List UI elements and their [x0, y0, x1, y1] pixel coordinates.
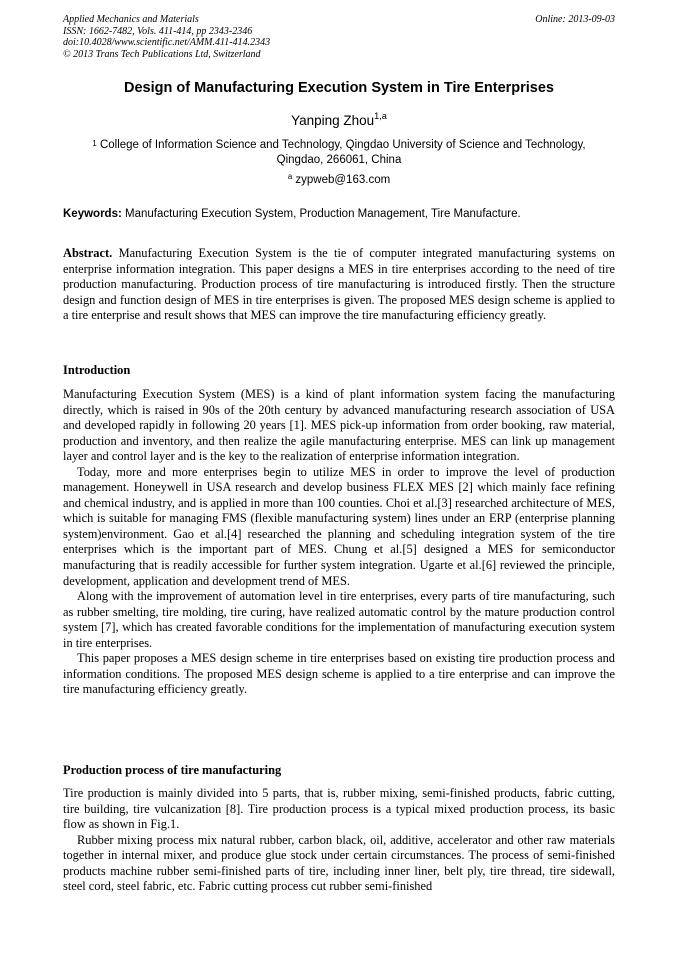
affiliation [63, 138, 615, 168]
keywords [63, 208, 615, 220]
online-date: Online: 2013-09-03 [535, 14, 615, 25]
author-superscript: 1,a [374, 110, 387, 121]
email-superscript: a [287, 172, 293, 182]
introduction-body [63, 387, 615, 698]
affiliation-line-2: Qingdao, 266061, China [276, 154, 402, 166]
journal-header [63, 14, 615, 60]
intro-paragraph-3: Along with the improvement of automation level in tire enterprises, every parts of tire manufacturing, such as rubber smelting, tire molding, tire curing, have realized automatic control by the mature production control system [7], which has created favorable conditions for the implementation of manufacturing execution system in tire enterprises. [63, 589, 615, 650]
production-body [63, 786, 615, 895]
paper-title: Design of Manufacturing Execution System in Tire Enterprises [124, 80, 554, 96]
journal-copyright: © 2013 Trans Tech Publications Ltd, Switzerland [63, 48, 261, 60]
production-paragraph-1: Tire production is mainly divided into 5 parts, that is, rubber mixing, semi-finished products, fabric cutting, tire building, tire vulcanization [8]. Tire production process is a typical mixed production process, its basic flow as shown in Fig.1. [63, 786, 615, 832]
production-paragraph-2: Rubber mixing process mix natural rubber, carbon black, oil, additive, accelerator and other raw materials together in internal mixer, and produce glue stock under certain circumstances. The process of semi-finished products machine rubber semi-finished parts of tire, including inner liner, belt ply, tire thread, tire sidewall, steel cord, steel fabric, etc. Fabric cutting process cut rubber semi-finished [63, 832, 615, 894]
author [63, 110, 615, 128]
email-address: zypweb@163.com [295, 174, 391, 186]
author-email [63, 174, 615, 186]
author-name: Yanping Zhou [291, 113, 375, 128]
intro-paragraph-2: Today, more and more enterprises begin to utilize MES in order to improve the level of production management. Honeywell in USA research and develop business FLEX MES [2] which mainly face refining and chemical industry, and is applied in more than 100 counties. Choi et al.[3] researched architecture of MES, which is suitable for managing FMS (flexible manufacturing system) lines under an ERP (enterprise planning system)environment. Gao et al.[4] researched the planning and scheduling integration system of the tire enterprises which is the important part of MES. Chung et al.[5] designed a MES for semiconductor manufacturing that is readily accessible for further system integration. Ugarte et al.[6] reviewed the principle, development, application and development trend of MES. [63, 464, 615, 588]
journal-issn: ISSN: 1662-7482, Vols. 411-414, pp 2343-2346 [63, 25, 253, 37]
introduction-heading: Introduction [63, 363, 131, 377]
intro-paragraph-4: This paper proposes a MES design scheme in tire enterprises based on existing tire production process and information conditions. The proposed MES design scheme is applied to a tire enterprise and can improve the tire manufacturing efficiency greatly. [63, 651, 615, 697]
abstract [63, 246, 615, 324]
affiliation-line-1: College of Information Science and Technology, Qingdao University of Science and Technology, [99, 139, 586, 151]
journal-name: Applied Mechanics and Materials [63, 14, 199, 25]
affiliation-superscript: 1 [92, 139, 97, 149]
keywords-text: Manufacturing Execution System, Production Management, Tire Manufacture. [125, 208, 521, 220]
keywords-label: Keywords: [63, 208, 122, 220]
production-heading: Production process of tire manufacturing [63, 763, 282, 777]
abstract-text: Manufacturing Execution System is the tie of computer integrated manufacturing systems on enterprise information integration. This paper designs a MES in tire enterprises according to the need of tire production manufacturing. Production process of tire manufacturing is introduced firstly. Then the structure design and function design of MES in tire enterprises is given. The proposed MES design scheme is applied to a tire enterprise and result shows that MES can improve the tire manufacturing efficiency greatly. [63, 246, 615, 323]
journal-doi: doi:10.4028/www.scientific.net/AMM.411-414.2343 [63, 37, 271, 48]
intro-paragraph-1: Manufacturing Execution System (MES) is a kind of plant information system facing the manufacturing directly, which is raised in 90s of the 20th century by advanced manufacturing research association of USA and developed rapidly in following 20 years [1]. MES pick-up information from order booking, raw material, production and inventory, and then realize the agile manufacturing enterprise. MES can link up management layer and control layer and is the key to the realization of enterprise information integration. [63, 387, 615, 464]
abstract-label: Abstract. [63, 246, 113, 260]
